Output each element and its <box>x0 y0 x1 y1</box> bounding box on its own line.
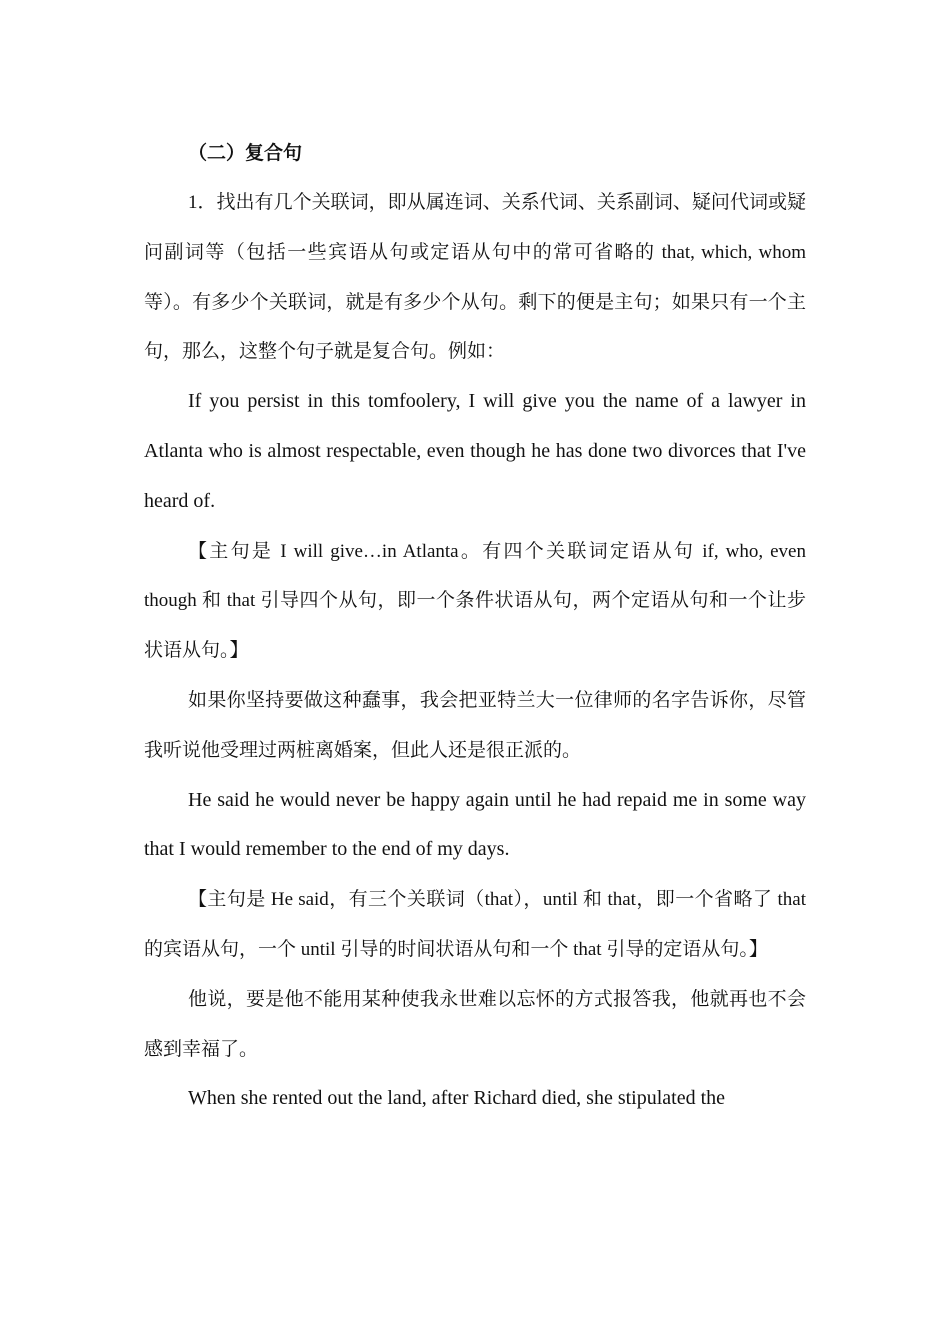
analysis-paragraph-1: 【主句是 I will give…in Atlanta。有四个关联词定语从句 if, who, even though 和 that 引导四个从句，即一个条件状语从句，两个定语从句和一个让步状语从句。】 <box>144 540 806 662</box>
translation-paragraph-1: 如果你坚持要做这种蠢事，我会把亚特兰大一位律师的名字告诉你，尽管我听说他受理过两桩离婚案，但此人还是很正派的。 <box>144 688 806 761</box>
example-sentence-2: He said he would never be happy again until he had repaid me in some way that I would remember to the end of my days. <box>144 788 806 861</box>
document-page <box>144 128 806 1124</box>
example-sentence-1: If you persist in this tomfoolery, I will give you the name of a lawyer in Atlanta who is almost respectable, even though he has done two divorces that I've heard of. <box>144 390 806 512</box>
analysis-paragraph-2: 【主句是 He said，有三个关联词（that），until 和 that，即一个省略了 that 的宾语从句，一个 until 引导的时间状语从句和一个 that 引导的定语从句。】 <box>144 889 806 960</box>
example-sentence-3: When she rented out the land, after Richard died, she stipulated the <box>188 1087 726 1110</box>
intro-paragraph: 1．找出有几个关联词，即从属连词、关系代词、关系副词、疑问代词或疑问副词等（包括一些宾语从句或定语从句中的常可省略的 that, which, whom 等）。有多少个关联词，就是有多少个从句。剩下的便是主句；如果只有一个主句，那么，这整个句子就是复合句。例如： <box>144 192 806 363</box>
section-heading: （二）复合句 <box>188 142 303 164</box>
translation-paragraph-2: 他说，要是他不能用某种使我永世难以忘怀的方式报答我，他就再也不会感到幸福了。 <box>144 987 806 1060</box>
